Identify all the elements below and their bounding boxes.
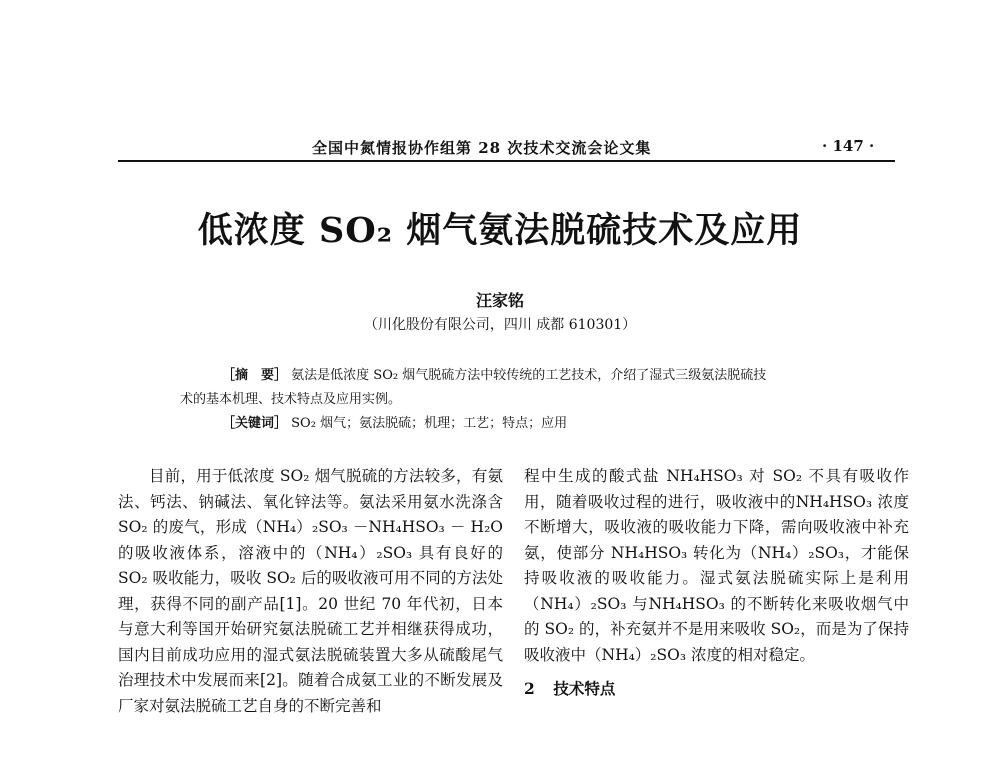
running-header-journal: 全国中氮情报协作组第 28 次技术交流会论文集 xyxy=(312,139,652,157)
keywords-text: SO₂ 烟气；氨法脱硫；机理；工艺；特点；应用 xyxy=(291,416,568,431)
keywords-label: ［关键词］ xyxy=(222,416,288,431)
header-rule xyxy=(118,160,895,162)
section-number: 2 xyxy=(524,679,535,698)
keywords-line xyxy=(222,412,766,436)
abstract-line-2: 术的基本机理、技术特点及应用实例。 xyxy=(180,392,402,407)
author-affiliation: （川化股份有限公司，四川 成都 610301） xyxy=(363,317,637,333)
body-paragraph-left: 目前，用于低浓度 SO₂ 烟气脱硫的方法较多，有氨法、钙法、钠碱法、氧化锌法等。氨法采用氨水洗涤含 SO₂ 的废气，形成（NH₄）₂SO₃ －NH₄HSO₃ － H₂O 的吸收液体系，溶液中的（NH₄）₂SO₃ 具有良好的 SO₂ 吸收能力，吸收 SO₂ 后的吸收液可用不同的方法处理，获得不同的副产品[1]。20 世纪 70 年代初，日本与意大利等国开始研究氨法脱硫工艺并相继获得成功，国内目前成功应用的湿式氨法脱硫装置大多从硫酸尾气治理技术中发展而来[2]。随着合成氨工业的不断发展及厂家对氨法脱硫工艺自身的不断完善和 xyxy=(118,467,503,715)
right-column xyxy=(524,464,909,702)
section-title: 技术特点 xyxy=(553,679,616,698)
abstract-line xyxy=(222,364,766,388)
abstract-text-1: 氨法是低浓度 SO₂ 烟气脱硫方法中较传统的工艺技术，介绍了湿式三级氨法脱硫技 xyxy=(291,368,767,383)
left-column xyxy=(118,464,503,719)
abstract-block xyxy=(180,364,767,436)
section-heading xyxy=(524,676,909,702)
body-paragraph-right: 程中生成的酸式盐 NH₄HSO₃ 对 SO₂ 不具有吸收作用，随着吸收过程的进行，吸收液中的NH₄HSO₃ 浓度不断增大，吸收液的吸收能力下降，需向吸收液中补充氨，使部分 NH₄HSO₃ 转化为（NH₄）₂SO₃，才能保持吸收液的吸收能力。湿式氨法脱硫实际上是利用（NH₄）₂SO₃ 与NH₄HSO₃ 的不断转化来吸收烟气中的 SO₂ 的，补充氨并不是用来吸收 SO₂，而是为了保持吸收液中（NH₄）₂SO₃ 浓度的相对稳定。 xyxy=(524,467,909,664)
paper-title: 低浓度 SO₂ 烟气氨法脱硫技术及应用 xyxy=(197,210,803,251)
author-name: 汪家铭 xyxy=(475,291,524,310)
page-number: · 147 · xyxy=(822,137,875,155)
abstract-label: ［摘 要］ xyxy=(222,368,288,383)
